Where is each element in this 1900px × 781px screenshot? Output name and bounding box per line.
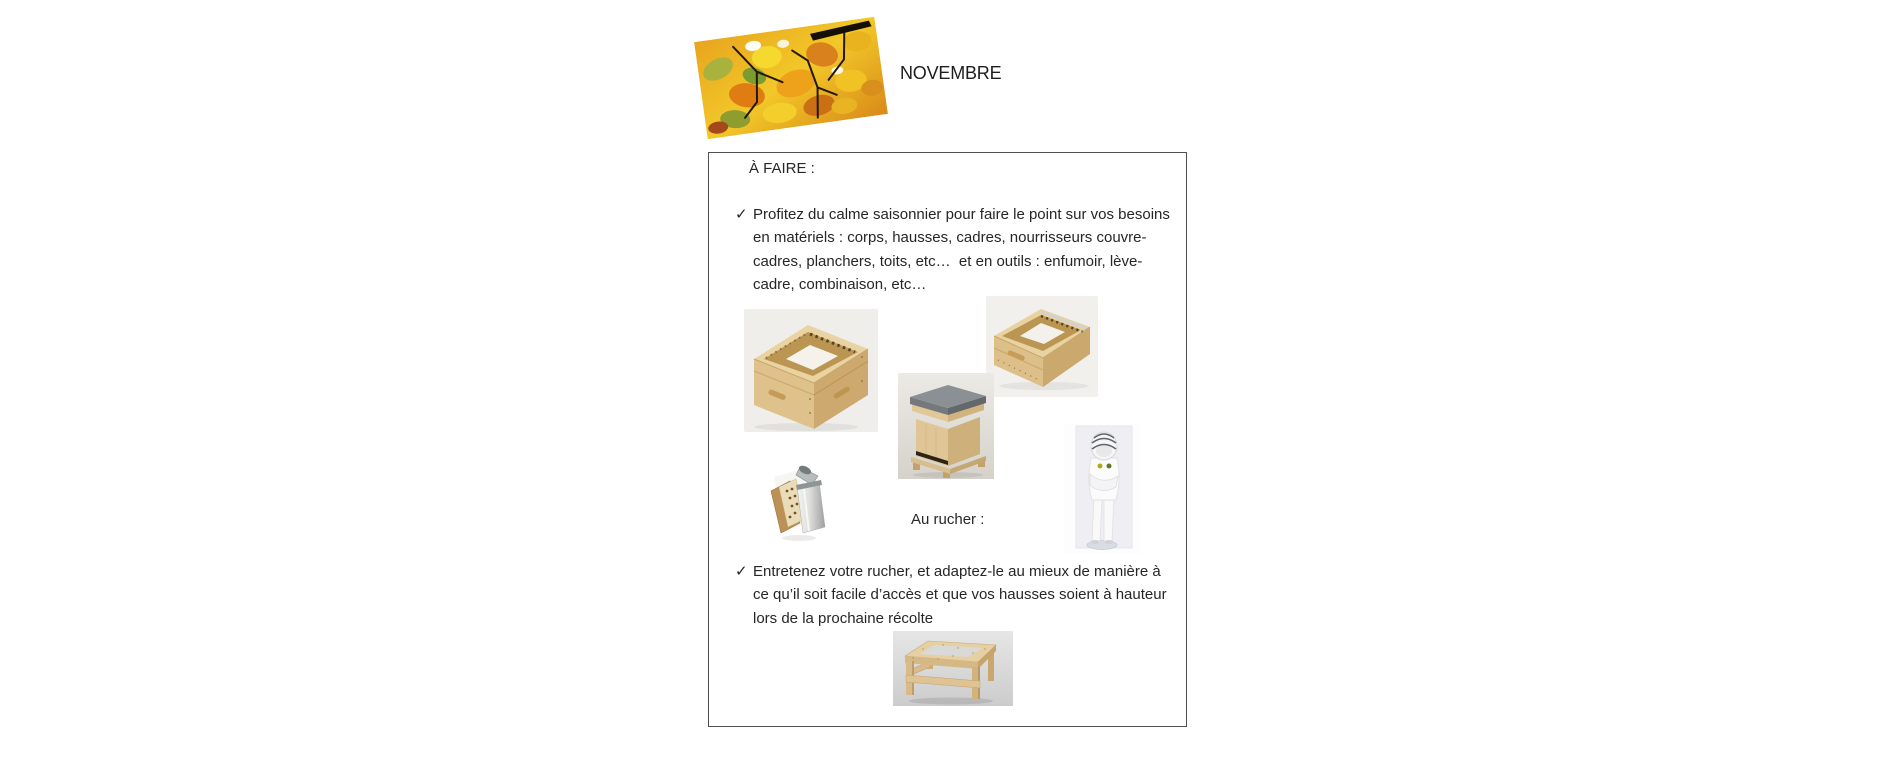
todo-box bbox=[708, 152, 1187, 727]
todo-item-2 bbox=[735, 560, 1167, 630]
beekeeper-suit-photo bbox=[1064, 424, 1141, 554]
todo-item-1 bbox=[735, 203, 1170, 297]
todo-item-2-line: lors de la prochaine récolte bbox=[753, 609, 934, 627]
todo-item-2-text bbox=[753, 560, 1167, 630]
checkmark-icon: ✓ bbox=[735, 563, 748, 580]
smoker-photo bbox=[766, 461, 833, 546]
todo-item-1-line: cadre, combinaison, etc… bbox=[753, 276, 927, 294]
todo-item-2-line: ce qu’il soit facile d’accès et que vos hausses soient à hauteur bbox=[753, 586, 1167, 604]
todo-item-1-text bbox=[753, 203, 1170, 297]
autumn-leaves-image bbox=[694, 17, 888, 139]
autumn-leaves-photo bbox=[694, 17, 888, 139]
complete-hive-image bbox=[898, 373, 994, 479]
hive-super-image bbox=[986, 296, 1098, 397]
todo-item-1-line: cadres, planchers, toits, etc… et en outils : enfumoir, lève- bbox=[753, 252, 1143, 270]
hive-body-image bbox=[744, 309, 878, 432]
month-title: NOVEMBRE bbox=[900, 63, 1002, 83]
todo-title: À FAIRE : bbox=[749, 160, 815, 177]
smoker-image bbox=[766, 461, 833, 546]
beekeeper-suit-image bbox=[1064, 424, 1141, 554]
hive-stand-image bbox=[893, 631, 1013, 706]
hive-stand-photo bbox=[893, 631, 1013, 706]
au-rucher-label: Au rucher : bbox=[911, 511, 985, 528]
checkmark-icon: ✓ bbox=[735, 206, 748, 223]
hive-body-photo bbox=[744, 309, 878, 432]
todo-item-1-line: en matériels : corps, hausses, cadres, nourrisseurs couvre- bbox=[753, 229, 1147, 247]
todo-item-1-line: Profitez du calme saisonnier pour faire le point sur vos besoins bbox=[753, 206, 1170, 223]
todo-item-2-line: Entretenez votre rucher, et adaptez-le au mieux de manière à bbox=[753, 563, 1161, 580]
complete-hive-photo bbox=[898, 373, 994, 479]
hive-super-photo bbox=[986, 296, 1098, 397]
